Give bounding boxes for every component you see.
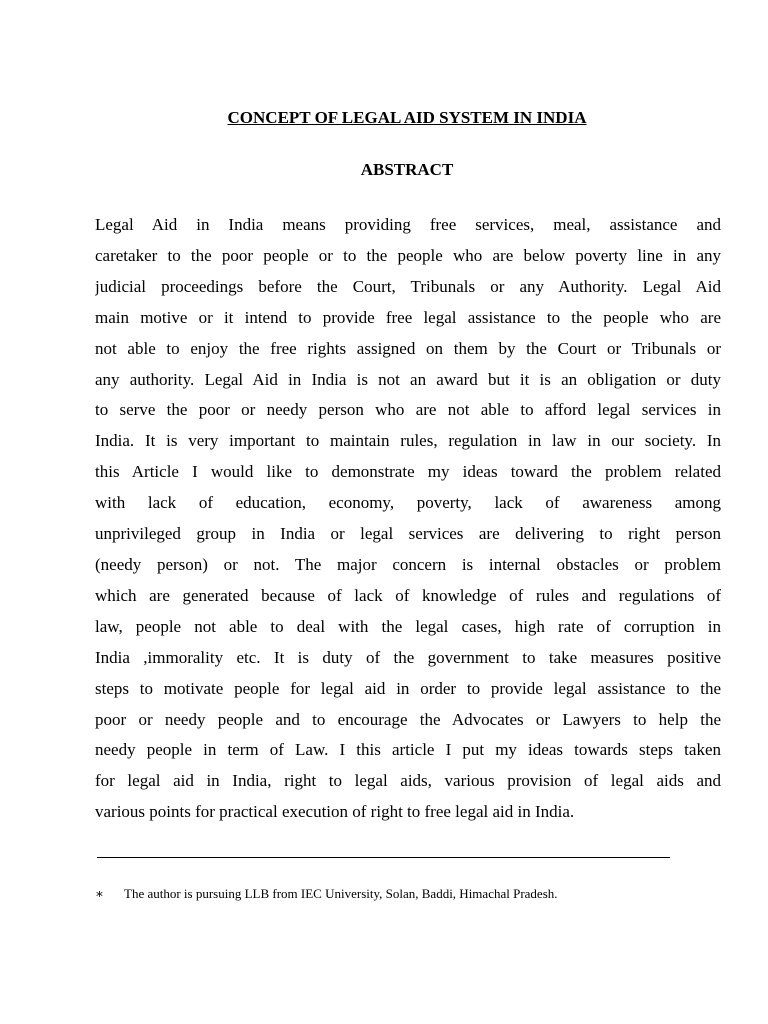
abstract-line: unprivileged group in India or legal services are delivering to right person [95,524,721,544]
abstract-line: not able to enjoy the free rights assigned on them by the Court or Tribunals or [95,338,721,358]
abstract-line: with lack of education, economy, poverty, lack of awareness among [95,493,721,513]
abstract-line: India ,immorality etc. It is duty of the government to take measures positive [95,647,721,667]
abstract-line: any authority. Legal Aid in India is not an award but it is an obligation or duty [95,369,721,389]
abstract-line: to serve the poor or needy person who are not able to afford legal services in [95,400,721,420]
abstract-line: which are generated because of lack of knowledge of rules and regulations of [95,585,721,605]
abstract-line: needy people in term of Law. I this article I put my ideas towards steps taken [95,740,721,760]
abstract-line: Legal Aid in India means providing free services, meal, assistance and [95,215,721,234]
section-heading-abstract: ABSTRACT [360,160,454,179]
abstract-line: judicial proceedings before the Court, Tribunals or any Authority. Legal Aid [95,276,721,296]
abstract-line: this Article I would like to demonstrate my ideas toward the problem related [95,462,721,482]
abstract-paragraph [95,210,721,828]
abstract-line: (needy person) or not. The major concern is internal obstacles or problem [95,554,721,574]
abstract-line: main motive or it intend to provide free legal assistance to the people who are [95,307,721,327]
abstract-line: steps to motivate people for legal aid in order to provide legal assistance to the [95,678,721,698]
footnote-marker: ∗ [95,886,104,901]
footnote [95,886,558,902]
abstract-line: India. It is very important to maintain rules, regulation in law in our society. In [95,431,721,451]
footnote-text: The author is pursuing LLB from IEC University, Solan, Baddi, Himachal Pradesh. [124,886,558,901]
abstract-line: law, people not able to deal with the legal cases, high rate of corruption in [95,616,721,636]
footnote-separator [97,857,670,858]
abstract-line: various points for practical execution of right to free legal aid in India. [95,802,575,822]
document-title: CONCEPT OF LEGAL AID SYSTEM IN INDIA [227,108,587,127]
abstract-line: poor or needy people and to encourage the Advocates or Lawyers to help the [95,709,721,729]
abstract-line: caretaker to the poor people or to the people who are below poverty line in any [95,245,721,265]
abstract-line: for legal aid in India, right to legal aids, various provision of legal aids and [95,771,721,791]
